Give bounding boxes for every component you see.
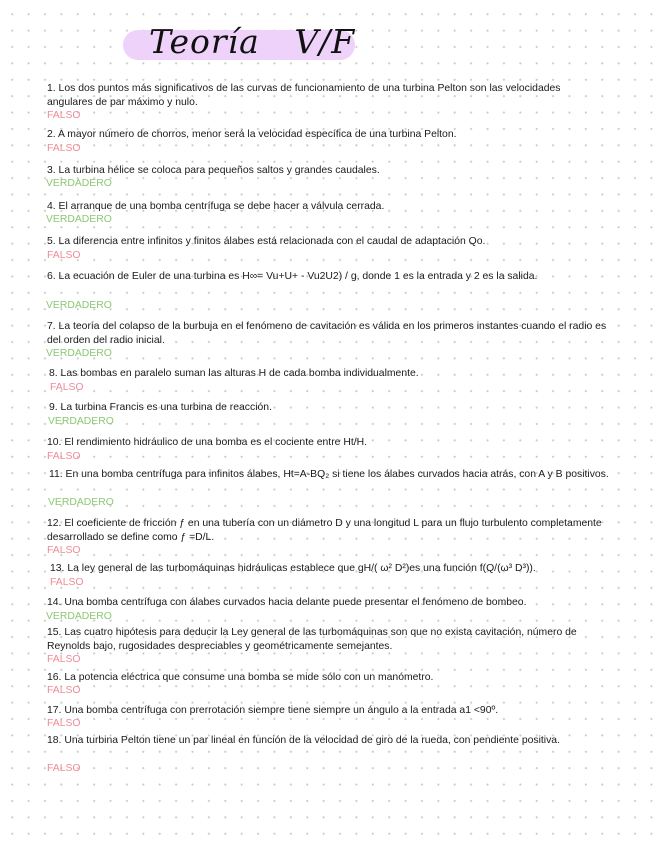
answer-7: VERDADERO — [46, 348, 112, 359]
question-12: 12. El coeficiente de fricción ƒ en una tubería con un diámetro D y una longitud L para un flujo turbulento completamente desarrollado se define como ƒ =D/L. — [47, 518, 602, 543]
question-18: 18. Una turbina Pelton tiene un par lineal en función de la velocidad de giro de la rueda, con pendiente positiva. — [47, 735, 560, 746]
question-7: 7. La teoría del colapso de la burbuja en el fenómeno de cavitación es válida en los primeros instantes cuando el radio es del orden del radio inicial. — [47, 321, 607, 346]
answer-4: VERDADERO — [46, 214, 112, 225]
title-block — [123, 14, 355, 66]
question-8: 8. Las bombas en paralelo suman las alturas H de cada bomba individualmente. — [49, 368, 419, 379]
answer-9: VERDADERO — [48, 416, 114, 427]
question-13: 13. La ley general de las turbomáquinas hidráulicas establece que gH/( ω² D²)es una función f(Q/(ω³ D³)). — [50, 563, 536, 574]
question-11: 11. En una bomba centrífuga para infinitos álabes, Ht=A-BQ₂ si tiene los álabes curvados hacia atrás, con A y B positivos. — [49, 469, 609, 480]
question-5: 5. La diferencia entre infinitos y finitos álabes está relacionada con el caudal de adaptación Qo. — [47, 236, 486, 247]
answer-13: FALSO — [50, 577, 84, 588]
question-1: 1. Los dos puntos más significativos de las curvas de funcionamiento de una turbina Pelton son las velocidades angulares de par máximo y nulo. — [47, 83, 561, 108]
answer-14: VERDADERO — [46, 611, 112, 622]
answer-5: FALSO — [47, 250, 81, 261]
answer-6: VERDADERO — [46, 300, 112, 311]
answer-17: FALSO — [47, 718, 81, 729]
question-10: 10. El rendimiento hidráulico de una bomba es el cociente entre Ht/H. — [47, 437, 367, 448]
question-14: 14. Una bomba centrífuga con álabes curvados hacia delante puede presentar el fenómeno de bombeo. — [47, 597, 527, 608]
answer-11: VERDADERO — [48, 497, 114, 508]
question-4: 4. El arranque de una bomba centrífuga se debe hacer a válvula cerrada. — [47, 201, 385, 212]
question-15: 15. Las cuatro hipótesis para deducir la Ley general de las turbomáquinas son que no exista cavitación, número de Reynolds bajo, rugosidades despreciables y geométricamente semejantes. — [47, 627, 577, 652]
question-2: 2. A mayor número de chorros, menor será la velocidad específica de una turbina Pelton. — [47, 129, 457, 140]
answer-18: FALSO — [47, 763, 81, 774]
answer-12: FALSO — [47, 545, 81, 556]
question-17: 17. Una bomba centrífuga con prerrotación siempre tiene siempre un ángulo a la entrada a1 <90º. — [47, 705, 499, 716]
question-6: 6. La ecuación de Euler de una turbina es H∞= Vu+U+ - Vu2U2) / g, donde 1 es la entrada y 2 es la salida. — [47, 271, 538, 282]
answer-15: FALSO — [47, 654, 81, 665]
answer-1: FALSO — [47, 110, 81, 121]
answer-8: FALSO — [50, 382, 84, 393]
answer-16: FALSO — [47, 685, 81, 696]
answer-2: FALSO — [47, 143, 81, 154]
answer-10: FALSO — [47, 451, 81, 462]
page-title: Teoría V/F — [149, 22, 356, 61]
answer-3: VERDADERO — [46, 178, 112, 189]
question-16: 16. La potencia eléctrica que consume una bomba se mide sólo con un manómetro. — [47, 672, 434, 683]
question-9: 9. La turbina Francis es una turbina de reacción. — [49, 402, 272, 413]
question-3: 3. La turbina hélice se coloca para pequeños saltos y grandes caudales. — [47, 165, 380, 176]
